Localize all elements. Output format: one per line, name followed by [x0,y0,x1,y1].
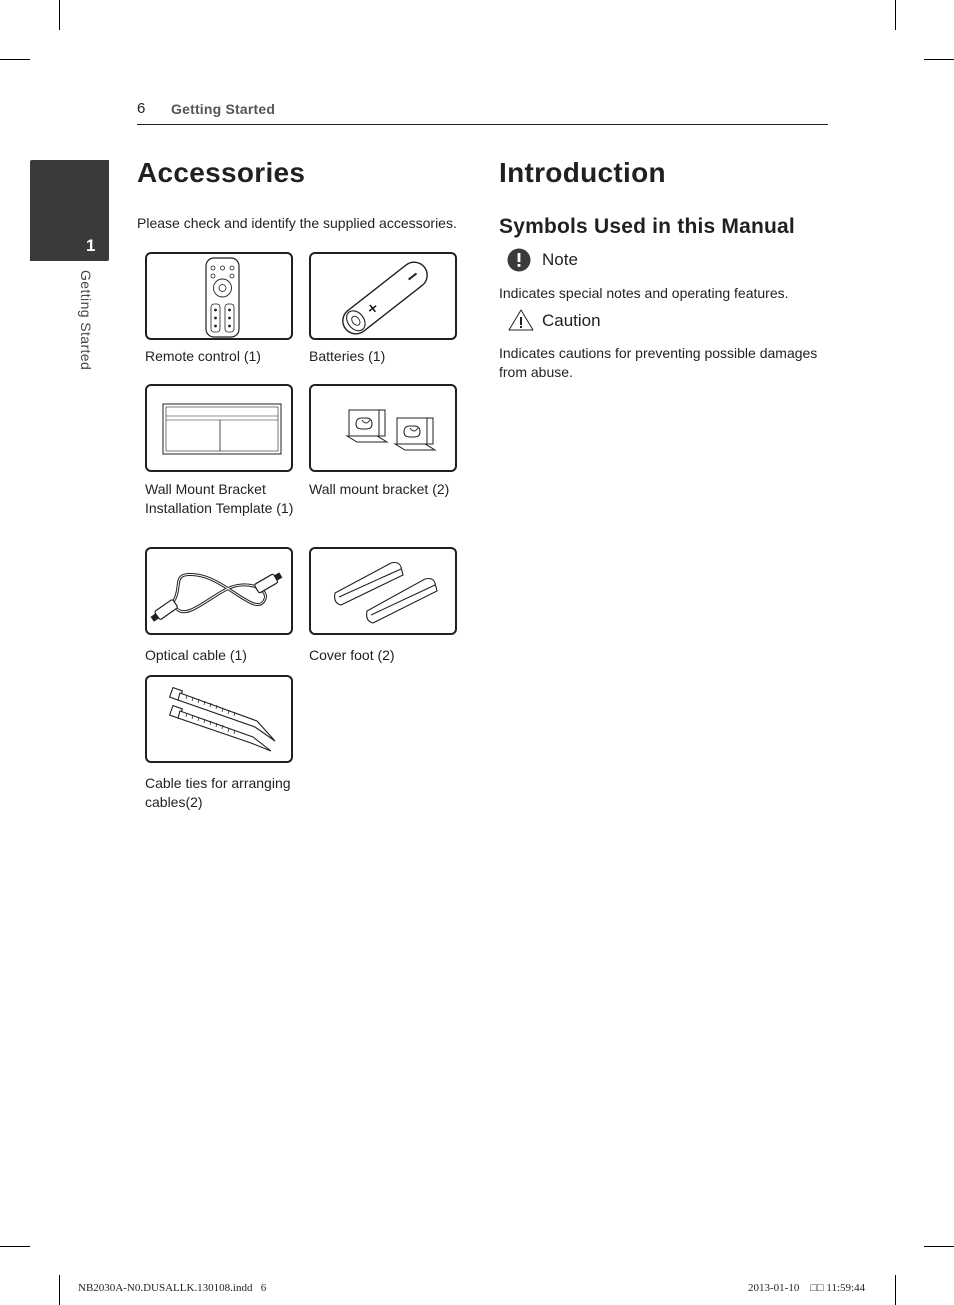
accessory-caption: Cover foot (2) [309,647,395,663]
accessory-caption: Optical cable (1) [145,647,247,663]
footer-file-name: NB2030A-N0.DUSALLK.130108.indd 6 [78,1282,267,1294]
caution-icon [507,308,535,332]
crop-mark [895,1275,896,1305]
header-rule [137,124,828,125]
accessory-caption: Wall mount bracket (2) [309,481,450,497]
crop-mark [895,0,896,30]
chapter-number: 1 [86,236,96,255]
accessories-intro: Please check and identify the supplied accessories. [137,215,457,231]
crop-mark [59,1275,60,1305]
svg-text:+: + [363,298,383,319]
battery-icon [311,254,459,342]
accessory-caption: Cable ties for arranging cables(2) [145,775,291,810]
accessory-box-cover-foot [309,547,457,635]
crop-mark [924,59,954,60]
optical-cable-icon [147,549,295,637]
accessories-title: Accessories [137,157,306,188]
page-number: 6 [137,100,146,117]
caution-text: Indicates cautions for preventing possible damages from abuse. [499,345,818,380]
crop-mark [924,1246,954,1247]
cover-foot-icon [311,549,459,637]
remote-control-icon [147,254,295,342]
accessory-box-battery [309,252,457,340]
accessory-caption: Remote control (1) [145,348,261,364]
symbols-heading: Symbols Used in this Manual [499,215,795,238]
crop-mark [59,0,60,30]
caution-label: Caution [542,311,601,330]
note-icon [507,248,533,272]
template-icon [147,386,295,474]
accessory-caption: Wall Mount Bracket Installation Template (1) [145,481,294,516]
accessory-box-template [145,384,293,472]
cable-tie-icon [147,677,295,765]
running-header-title: Getting Started [171,101,276,117]
note-text: Indicates special notes and operating features. [499,285,789,301]
accessory-box-remote [145,252,293,340]
accessory-box-wall-bracket [309,384,457,472]
accessory-box-optical-cable [145,547,293,635]
introduction-title: Introduction [499,157,666,188]
chapter-label: Getting Started [78,270,94,371]
note-label: Note [542,250,578,269]
accessory-box-cable-ties [145,675,293,763]
accessory-caption: Batteries (1) [309,348,386,364]
crop-mark [0,1246,30,1247]
wall-bracket-icon [311,386,459,474]
chapter-tab [30,160,109,261]
footer-timestamp: 2013-01-10 □□ 11:59:44 [748,1282,866,1294]
crop-mark [0,59,30,60]
